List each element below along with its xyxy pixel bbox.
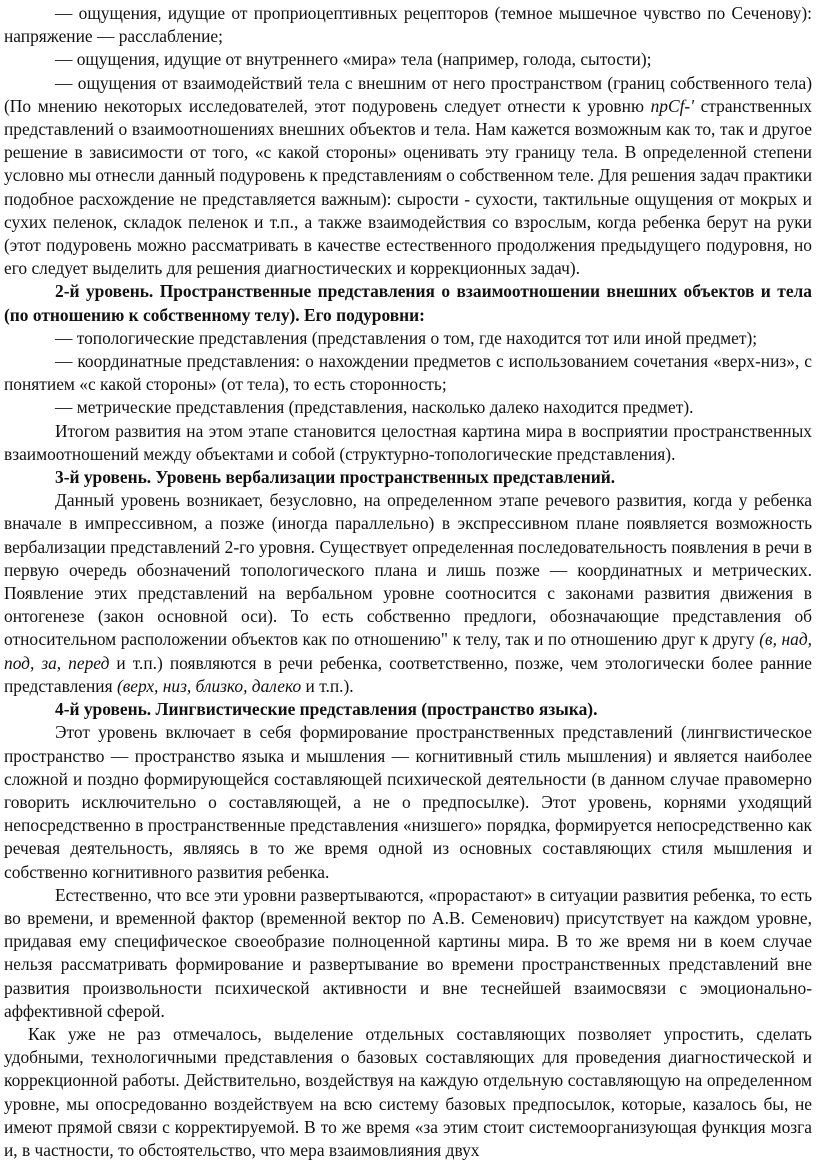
paragraph-coordinate <box>4 350 812 396</box>
heading-level-2 <box>4 280 812 326</box>
heading-text: 4-й уровень. Лингвистические представления (пространство языка). <box>55 699 598 720</box>
text-run: и т.п.). <box>301 675 354 696</box>
italic-run: (верх, низ, близко, далеко <box>116 675 302 696</box>
text-run: странственных представлений о взаимоотношениях внешних объектов и тела. Нам кажется возможным как то, так и другое решение в зависимости от того, «с какой стороны» оценивать эту границу тела. В определенной степени условно мы отнесли данный подуровень к представлениям о собственном теле. Для решения задач практики подобное расхождение не представляется важным): сырости - сухости, тактильные ощущения от мокрых и сухих пеленок, складок пеленок и т.п., а также взаимодействия со взрослым, когда ребенка берут на руки (этот подуровень можно рассматривать в качестве естественного продолжения предыдущего подуровня, но его следует выделить для решения диагностических и коррекционных задач). <box>4 95 812 279</box>
paragraph-1 <box>4 2 812 48</box>
italic-run: npCf-' <box>650 95 694 116</box>
paragraph-conclusion <box>4 1023 812 1162</box>
heading-level-4 <box>4 698 812 721</box>
text-run: и т.п.) появляются в речи ребенка, соответственно, позже, чем этологически более ранние представления <box>4 652 812 696</box>
text-run: — координатные представления: о нахождении предметов с использованием сочетания «верх-низ», с понятием «с какой стороны» (от тела), то есть сторонность; <box>4 351 812 395</box>
paragraph-linguistic <box>4 721 812 883</box>
text-run: — ощущения от взаимодействий тела с внешним от него пространством (границ собственного тела) (По мнению некоторых исследователей, этот подуровень следует отнести к уровню <box>4 72 812 116</box>
heading-text: 2-й уровень. Пространственные представления о взаимоотношении внешних объектов и тела (по отношению к собственному телу). Его подуровни: <box>4 281 812 325</box>
text-run: Естественно, что все эти уровни развертываются, «прорастают» в ситуации развития ребенка, то есть во времени, и временной фактор (временной вектор по А.В. Семенович) присутствует на каждом уровне, придавая ему специфическое своеобразие полноценной картины мира. В то же время ни в коем случае нельзя рассматривать формирование и развертывание во времени пространственных представлений вне развития произвольности психической активности и вне теснейшей взаимосвязи с эмоционально-аффективной сферой. <box>4 884 812 1021</box>
text-run: Как уже не раз отмечалось, выделение отдельных составляющих позволяет упростить, сделать удобными, технологичными представления о базовых составляющих для проведения диагностической и коррекционной работы. Действительно, воздействуя на каждую отдельную составляющую на определенном уровне, мы опосредованно воздействуем на всю систему базовых предпосылок, которые, казалось бы, не имеют прямой связи с корректируемой. В то же время «за этим стоит системоорганизующая функция мозга и, в частности, то обстоятельство, что мера взаимовлияния двух <box>4 1023 812 1160</box>
paragraph-2 <box>4 48 812 71</box>
paragraph-time-factor <box>4 884 812 1023</box>
text-run: — ощущения, идущие от внутреннего «мира» тела (например, голода, сытости); <box>55 49 652 70</box>
text-run: — метрические представления (представления, насколько далеко находится предмет). <box>55 397 694 418</box>
heading-text: 3-й уровень. Уровень вербализации пространственных представлений. <box>55 467 616 488</box>
text-run: Итогом развития на этом этапе становится целостная картина мира в восприятии пространственных взаимоотношений между объектами и собой (структурно-топологические представления). <box>4 420 812 464</box>
paragraph-topological <box>4 327 812 350</box>
paragraph-summary <box>4 420 812 466</box>
text-run: — ощущения, идущие от проприоцептивных рецепторов (темное мышечное чувство по Сеченову): напряжение — расслабление; <box>4 3 812 47</box>
paragraph-metric <box>4 396 812 419</box>
text-run: Данный уровень возникает, безусловно, на определенном этапе речевого развития, когда у ребенка вначале в импрессивном, а позже (иногда параллельно) в экспрессивном плане появляется возможность вербализации представлений 2-го уровня. Существует определенная последовательность появления в речи в первую очередь обозначений топологического плана и лишь позже — координатных и метрических. Появление этих представлений на вербальном уровне соотносится с законами развития движения в онтогенезе (закон основной оси). То есть собственно предлоги, обозначающие представления об относительном расположении объектов как по отношению" к телу, так и по отношению друг к другу <box>4 490 812 650</box>
italic-run: (в, над, под, за, перед <box>4 629 812 673</box>
paragraph-verbalization <box>4 489 812 698</box>
heading-level-3 <box>4 466 812 489</box>
text-run: — топологические представления (представления о том, где находится тот или иной предмет); <box>55 327 758 348</box>
text-run: Этот уровень включает в себя формирование пространственных представлений (лингвистическое пространство — пространство языка и мышления — когнитивный стиль мышления) и является наиболее сложной и поздно формирующейся составляющей психической деятельности (в данном случае правомерно говорить исключительно о составляющей, а не о предпосылке). Этот уровень, корнями уходящий непосредственно в пространственные представления «низшего» порядка, формируется непосредственно как речевая деятельность, являясь в то же время одной из основных составляющих стиля мышления и собственно когнитивного развития ребенка. <box>4 722 812 882</box>
paragraph-3 <box>4 72 812 281</box>
